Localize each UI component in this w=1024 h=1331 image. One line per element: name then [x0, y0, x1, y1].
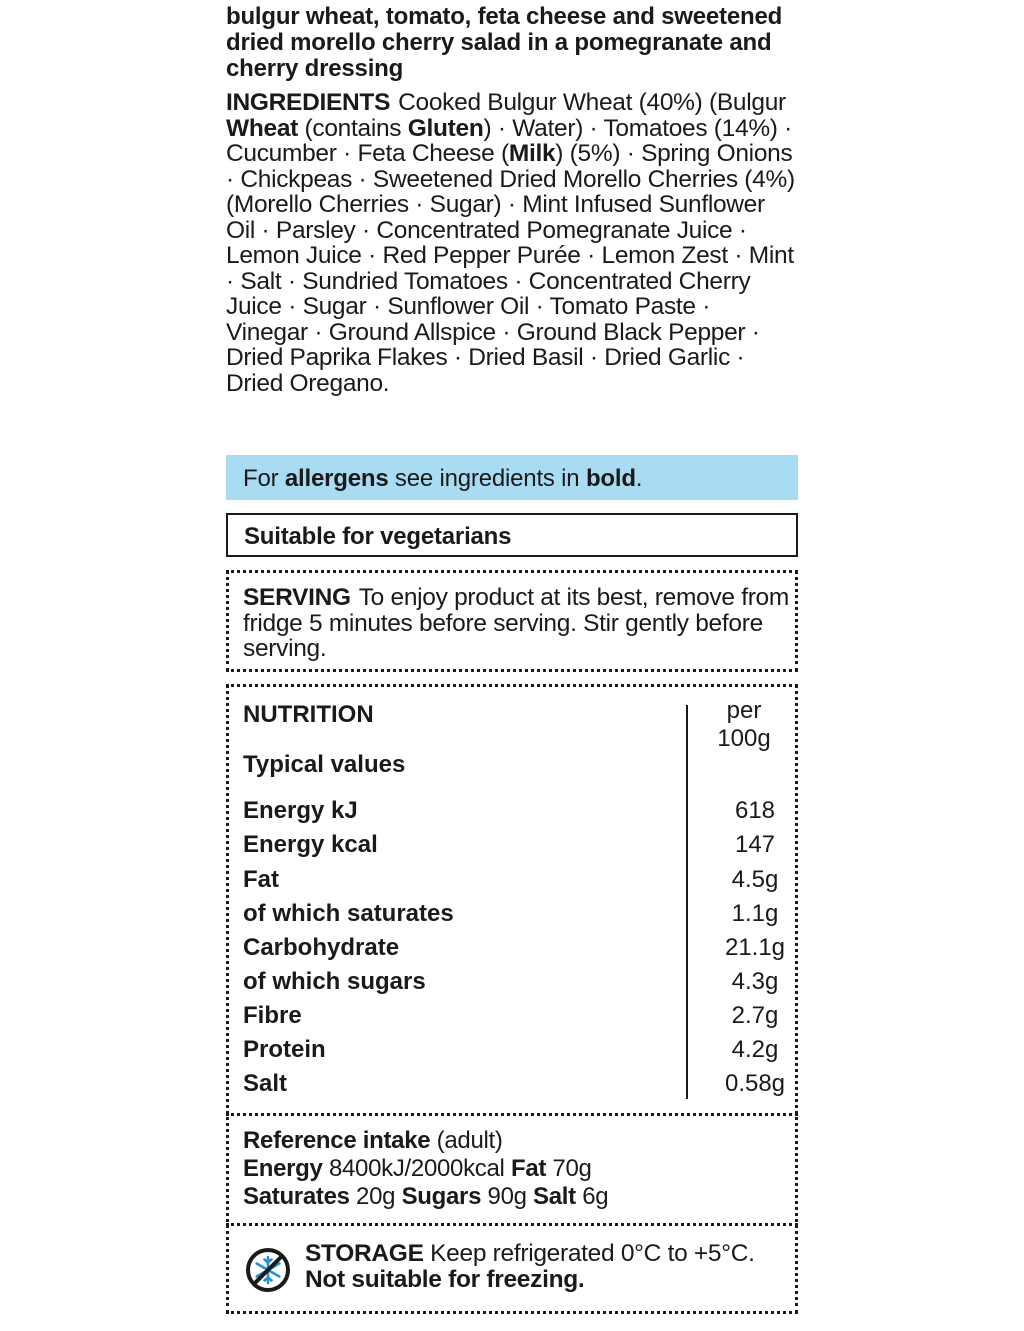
- nutrition-label: Energy kcal: [243, 831, 378, 858]
- reference-saturates-label: Saturates: [243, 1183, 350, 1210]
- nutrition-value: 147: [734, 831, 776, 858]
- reference-saturates-value: 20g: [349, 1183, 402, 1210]
- storage-line-1: [305, 1241, 755, 1267]
- ingredients-block: [226, 90, 798, 396]
- serving-heading: SERVING: [243, 584, 351, 611]
- nutrition-value: 0.58g: [724, 1070, 786, 1097]
- reference-heading: Reference intake: [243, 1127, 431, 1154]
- nutrition-row: [243, 797, 783, 831]
- allergen-note-text-3: .: [635, 465, 643, 492]
- nutrition-label: of which sugars: [243, 968, 426, 995]
- allergen-wheat: Wheat: [226, 114, 299, 142]
- nutrition-row: [243, 1070, 786, 1104]
- nutrition-label: of which saturates: [243, 900, 454, 927]
- reference-fat-value: 70g: [546, 1155, 592, 1182]
- nutrition-per-header: [699, 697, 789, 753]
- storage-heading: STORAGE: [305, 1240, 424, 1267]
- reference-line-1: [243, 1127, 608, 1155]
- nutrition-row: [243, 900, 783, 934]
- reference-separator: [226, 1223, 798, 1226]
- nutrition-per: per: [726, 697, 762, 724]
- reference-salt-value: 6g: [575, 1183, 609, 1210]
- no-freeze-snowflake-icon: [245, 1247, 291, 1293]
- ingredients-text-4: ) (5%) · Spring Onions · Chickpeas · Sweetened Dried Morello Cherries (4%) (Morello Cherries · Sugar) · Mint Infused Sunflower Oil · Parsley · Concentrated Pomegranate Juice · Lemon Juice · Red Pepper Purée · Lemon Zest · Mint · Salt · Sundried Tomatoes · Concentrated Cherry Juice · Sugar · Sunflower Oil · Tomato Paste · Vinegar · Ground Allspice · Ground Black Pepper · Dried Paprika Flakes · Dried Basil · Dried Garlic · Dried Oregano.: [226, 140, 795, 397]
- nutrition-value: 4.2g: [731, 1036, 779, 1063]
- serving-box: [226, 570, 798, 672]
- nutrition-label: Carbohydrate: [243, 934, 400, 961]
- ingredients-heading: INGREDIENTS: [226, 89, 391, 116]
- reference-energy-value: 8400kJ/2000kcal: [322, 1155, 511, 1182]
- reference-line-2: [243, 1155, 608, 1183]
- nutrition-separator: [226, 1113, 798, 1116]
- ingredients-text-3: ) · Water) · Tomatoes (14%) · Cucumber · Feta Cheese (: [226, 114, 793, 167]
- serving-text: To enjoy product at its best, remove from fridge 5 minutes before serving. Stir gently before serving.: [243, 584, 789, 662]
- nutrition-row: [243, 1036, 783, 1070]
- nutrition-box: [226, 684, 798, 1314]
- allergen-note-bold: allergens: [284, 465, 389, 492]
- nutrition-label: Fat: [243, 866, 279, 893]
- nutrition-heading: NUTRITION: [243, 701, 374, 728]
- ingredients-text-2: (contains: [298, 114, 408, 142]
- storage-instruction: Keep refrigerated 0°C to +5°C.: [430, 1240, 755, 1267]
- nutrition-row: [243, 831, 783, 865]
- allergen-milk: Milk: [508, 140, 556, 167]
- nutrition-row: [243, 866, 783, 900]
- nutrition-value: 21.1g: [724, 934, 786, 961]
- allergen-note-text: For: [243, 465, 285, 492]
- nutrition-typical-values: Typical values: [243, 751, 406, 778]
- reference-line-3: [243, 1183, 608, 1211]
- nutrition-row: [243, 1002, 783, 1036]
- reference-adult: (adult): [430, 1127, 503, 1154]
- nutrition-value: 618: [734, 797, 776, 824]
- storage-warning: Not suitable for freezing.: [305, 1266, 585, 1293]
- storage-text: [305, 1241, 755, 1293]
- nutrition-value: 4.5g: [731, 866, 779, 893]
- reference-fat-label: Fat: [510, 1155, 547, 1182]
- nutrition-value: 2.7g: [731, 1002, 779, 1029]
- product-title: bulgur wheat, tomato, feta cheese and sweetened dried morello cherry salad in a pomegranate and cherry dressing: [226, 3, 783, 82]
- nutrition-label: Fibre: [243, 1002, 302, 1029]
- reference-salt-label: Salt: [533, 1183, 576, 1210]
- vegetarian-badge: Suitable for vegetarians: [226, 513, 798, 557]
- storage-line-2: [305, 1267, 755, 1293]
- nutrition-label: Energy kJ: [243, 797, 358, 824]
- reference-intake: [243, 1127, 608, 1211]
- allergen-note-text-2: see ingredients in: [388, 465, 586, 492]
- reference-sugars-label: Sugars: [401, 1183, 482, 1210]
- nutrition-label: Salt: [243, 1070, 288, 1097]
- nutrition-row: [243, 968, 783, 1002]
- nutrition-row: [243, 934, 786, 968]
- nutrition-label: Protein: [243, 1036, 326, 1063]
- reference-energy-label: Energy: [243, 1155, 323, 1182]
- nutrition-value: 4.3g: [731, 968, 779, 995]
- allergen-note: [226, 455, 798, 500]
- ingredients-text-1: Cooked Bulgur Wheat (40%) (Bulgur: [398, 89, 786, 116]
- nutrition-per-unit: 100g: [717, 725, 771, 752]
- allergen-gluten: Gluten: [407, 114, 484, 142]
- reference-sugars-value: 90g: [481, 1183, 534, 1210]
- allergen-note-bold-2: bold: [585, 465, 636, 492]
- nutrition-value: 1.1g: [731, 900, 779, 927]
